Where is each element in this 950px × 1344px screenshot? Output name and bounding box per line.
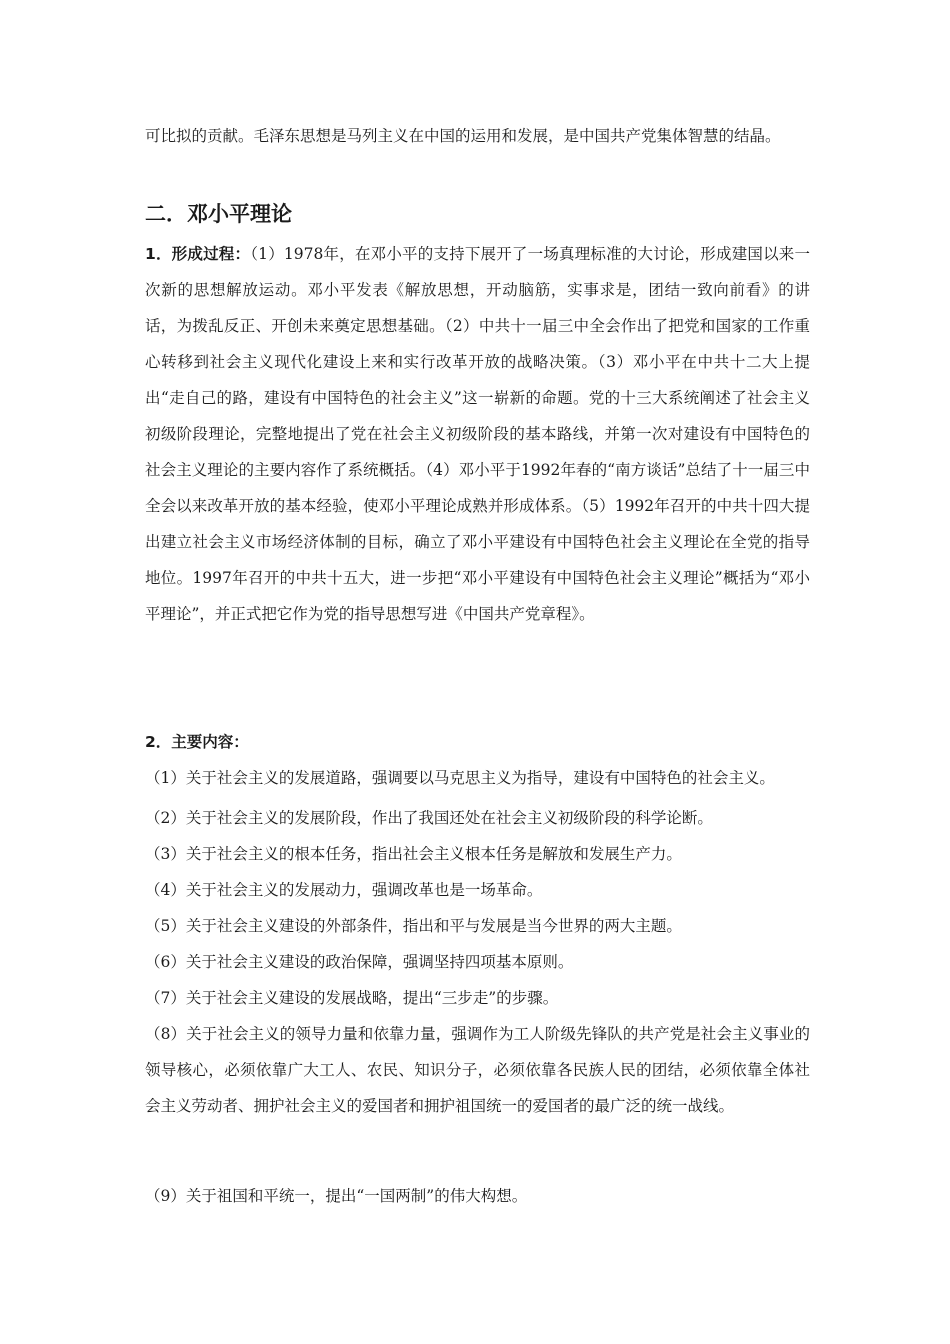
formation-paragraph xyxy=(145,236,810,632)
content-item-8: （8）关于社会主义的领导力量和依靠力量，强调作为工人阶级先锋队的共产党是社会主义事业的领导核心，必须依靠广大工人、农民、知识分子，必须依靠各民族人民的团结，必须依靠全体社会主义劳动者、拥护社会主义的爱国者和拥护祖国统一的爱国者的最广泛的统一战线。 xyxy=(145,1025,810,1115)
content-item-6: （6）关于社会主义建设的政治保障，强调坚持四项基本原则。 xyxy=(145,953,574,971)
content-item-5: （5）关于社会主义建设的外部条件，指出和平与发展是当今世界的两大主题。 xyxy=(145,917,682,935)
content-item-1: （1）关于社会主义的发展道路，强调要以马克思主义为指导，建设有中国特色的社会主义。 xyxy=(145,769,775,787)
intro-paragraph: 可比拟的贡献。毛泽东思想是马列主义在中国的运用和发展，是中国共产党集体智慧的结晶。 xyxy=(145,127,781,145)
section-heading: 二．邓小平理论 xyxy=(145,202,292,226)
content-item-7: （7）关于社会主义建设的发展战略，提出“三步走”的步骤。 xyxy=(145,989,559,1007)
content-item-4: （4）关于社会主义的发展动力，强调改革也是一场革命。 xyxy=(145,881,543,899)
formation-label: 1．形成过程： xyxy=(145,245,251,263)
formation-text: （1）1978年，在邓小平的支持下展开了一场真理标准的大讨论，形成建国以来一次新的思想解放运动。邓小平发表《解放思想，开动脑筋，实事求是，团结一致向前看》的讲话，为拨乱反正、开创未来奠定思想基础。（2）中共十一届三中全会作出了把党和国家的工作重心转移到社会主义现代化建设上来和实行改革开放的战略决策。（3）邓小平在中共十二大上提出“走自己的路，建设有中国特色的社会主义”这一崭新的命题。党的十三大系统阐述了社会主义初级阶段理论，完整地提出了党在社会主义初级阶段的基本路线，并第一次对建设有中国特色的社会主义理论的主要内容作了系统概括。（4）邓小平于1992年春的“南方谈话”总结了十一届三中全会以来改革开放的基本经验，使邓小平理论成熟并形成体系。（5）1992年召开的中共十四大提出建立社会主义市场经济体制的目标，确立了邓小平建设有中国特色社会主义理论在全党的指导地位。1997年召开的中共十五大，进一步把“邓小平建设有中国特色社会主义理论”概括为“邓小平理论”，并正式把它作为党的指导思想写进《中国共产党章程》。 xyxy=(145,245,810,623)
content-label xyxy=(145,724,825,760)
content-label-text: 2．主要内容： xyxy=(145,733,249,751)
content-item-2: （2）关于社会主义的发展阶段，作出了我国还处在社会主义初级阶段的科学论断。 xyxy=(145,809,713,827)
content-item-3: （3）关于社会主义的根本任务，指出社会主义根本任务是解放和发展生产力。 xyxy=(145,845,682,863)
content-item-9: （9）关于祖国和平统一，提出“一国两制”的伟大构想。 xyxy=(145,1187,528,1205)
